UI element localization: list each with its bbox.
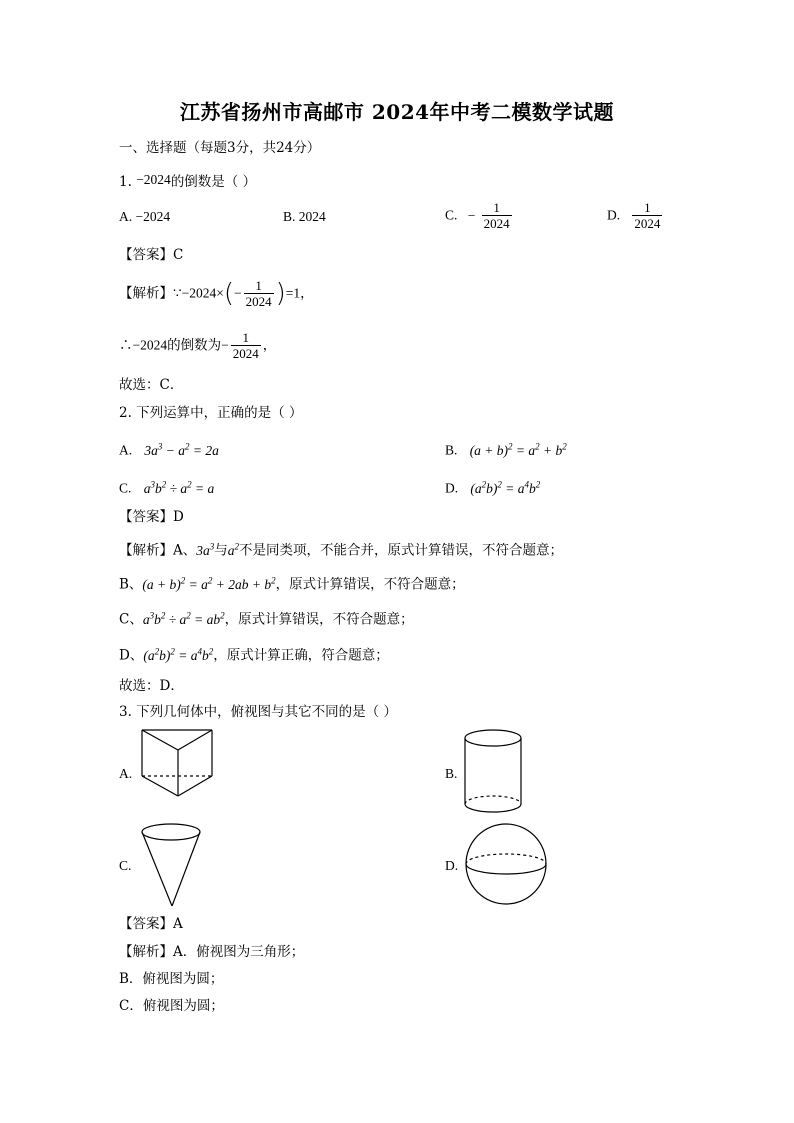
q2-option-a-formula: $3a^3 - a^2 = 2a$ bbox=[144, 441, 219, 458]
q3-option-a-label: A. bbox=[119, 766, 133, 781]
q2-option-c bbox=[119, 475, 214, 498]
fraction-denominator: 2024 bbox=[232, 346, 259, 361]
triangular-prism-figure bbox=[134, 726, 216, 798]
option-label: B. bbox=[445, 442, 458, 458]
q2-analysis-d bbox=[119, 642, 389, 665]
fraction-denominator: 2024 bbox=[245, 294, 272, 309]
line-text: 不是同类项，不能合并，原式计算错误，不符合题意； bbox=[239, 542, 563, 559]
q2-analysis-a bbox=[119, 537, 563, 560]
q1-analysis: 【解析】∵−2024×(− $\frac{1}{2024}$ )=1， bbox=[119, 278, 314, 309]
therefore-text: ∴−2024的倒数为− bbox=[119, 337, 229, 353]
q2-option-c-formula: $a^3b^2 \div a^2 = a$ bbox=[143, 479, 215, 496]
fraction-numerator: 1 bbox=[255, 278, 262, 293]
fraction-numerator: 1 bbox=[644, 200, 651, 215]
q3-option-d-label: D. bbox=[445, 858, 459, 873]
q2-answer: 【答案】D bbox=[119, 509, 184, 525]
q2-conclusion: 故选：D． bbox=[119, 678, 184, 694]
analysis-label: 【解析】 bbox=[119, 285, 173, 302]
q1-stem bbox=[119, 171, 256, 191]
q1-option-d-label: D. bbox=[607, 207, 621, 223]
q1-conclusion: 故选：C． bbox=[119, 377, 184, 393]
fraction-denominator: 2024 bbox=[483, 216, 510, 231]
formula: $a^2$ bbox=[227, 541, 239, 558]
q1-analysis-expr: −2024× bbox=[181, 285, 224, 301]
option-label: A. bbox=[119, 442, 133, 458]
option-label: C. bbox=[119, 480, 132, 496]
line-text: ，原式计算错误，不符合题意； bbox=[224, 611, 414, 628]
q1-option-c-fraction bbox=[482, 200, 512, 231]
fraction-denominator: 2024 bbox=[634, 216, 661, 231]
q1-option-d-fraction bbox=[632, 200, 662, 231]
q1-option-d bbox=[607, 200, 664, 231]
q1-option-c-sign: − bbox=[467, 207, 476, 223]
section-heading: 一、选择题（每题3分，共24分） bbox=[119, 140, 321, 156]
q1-stem-text: 的倒数是（ ） bbox=[170, 174, 257, 190]
cylinder-figure bbox=[462, 726, 524, 814]
q2-option-a bbox=[119, 437, 219, 460]
q1-option-a: A. −2024 bbox=[119, 209, 171, 224]
q3-stem: 3. 下列几何体中，俯视图与其它不同的是（ ） bbox=[119, 704, 397, 720]
q2-analysis-c bbox=[119, 606, 414, 629]
q1-analysis-result: =1， bbox=[285, 285, 314, 301]
q3-analysis-c: C．俯视图为圆； bbox=[119, 998, 224, 1014]
formula: $3a^3$ bbox=[196, 541, 215, 558]
q1-analysis-fraction bbox=[244, 278, 274, 309]
q1-option-c bbox=[445, 200, 514, 231]
line-prefix: A、 bbox=[173, 542, 197, 559]
fraction-numerator: 1 bbox=[242, 330, 249, 345]
line-prefix: B、 bbox=[119, 576, 143, 593]
q1-number: 1. bbox=[119, 174, 132, 190]
q1-value: −2024 bbox=[136, 172, 171, 187]
q3-analysis-a bbox=[119, 943, 304, 961]
fraction-numerator: 1 bbox=[493, 200, 500, 215]
analysis-label: 【解析】 bbox=[119, 944, 173, 960]
q2-option-d-formula: $(a^2b)^2 = a^4b^2$ bbox=[470, 479, 541, 496]
line-text: ，原式计算错误，不符合题意； bbox=[275, 576, 465, 593]
negative-sign: − bbox=[233, 285, 242, 301]
connector-text: 与 bbox=[214, 542, 228, 559]
line-prefix: C、 bbox=[119, 611, 143, 628]
line-text: A．俯视图为三角形； bbox=[173, 944, 305, 960]
cone-figure bbox=[138, 820, 204, 908]
q3-option-c-label: C. bbox=[119, 858, 132, 873]
q2-option-d bbox=[445, 475, 540, 498]
q3-answer: 【答案】A bbox=[119, 916, 183, 932]
page-title: 江苏省扬州市高邮市 2024年中考二模数学试题 bbox=[179, 100, 615, 124]
q1-analysis2-fraction bbox=[231, 330, 261, 361]
because-symbol: ∵ bbox=[173, 285, 182, 302]
option-label: D. bbox=[445, 480, 459, 496]
formula: $(a + b)^2 = a^2 + 2ab + b^2$ bbox=[142, 575, 276, 592]
comma: ， bbox=[262, 337, 277, 354]
sphere-figure bbox=[462, 822, 550, 906]
line-prefix: D、 bbox=[119, 647, 144, 664]
q1-option-c-label: C. bbox=[445, 207, 458, 223]
q3-option-b-label: B. bbox=[445, 766, 458, 781]
q2-option-b bbox=[445, 437, 567, 460]
formula: $(a^2b)^2 = a^4b^2$ bbox=[143, 646, 214, 663]
q1-option-b: B. 2024 bbox=[283, 209, 326, 224]
q1-analysis-line2 bbox=[119, 330, 276, 361]
formula: $a^3b^2 \div a^2 = ab^2$ bbox=[142, 610, 225, 627]
q1-answer: 【答案】C bbox=[119, 247, 184, 263]
analysis-label: 【解析】 bbox=[119, 542, 173, 559]
q2-stem: 2. 下列运算中，正确的是（ ） bbox=[119, 405, 303, 421]
line-text: ，原式计算正确，符合题意； bbox=[213, 647, 389, 664]
q2-option-b-formula: $(a + b)^2 = a^2 + b^2$ bbox=[469, 441, 567, 458]
q2-analysis-b bbox=[119, 571, 465, 594]
q3-analysis-b: B．俯视图为圆； bbox=[119, 971, 224, 987]
